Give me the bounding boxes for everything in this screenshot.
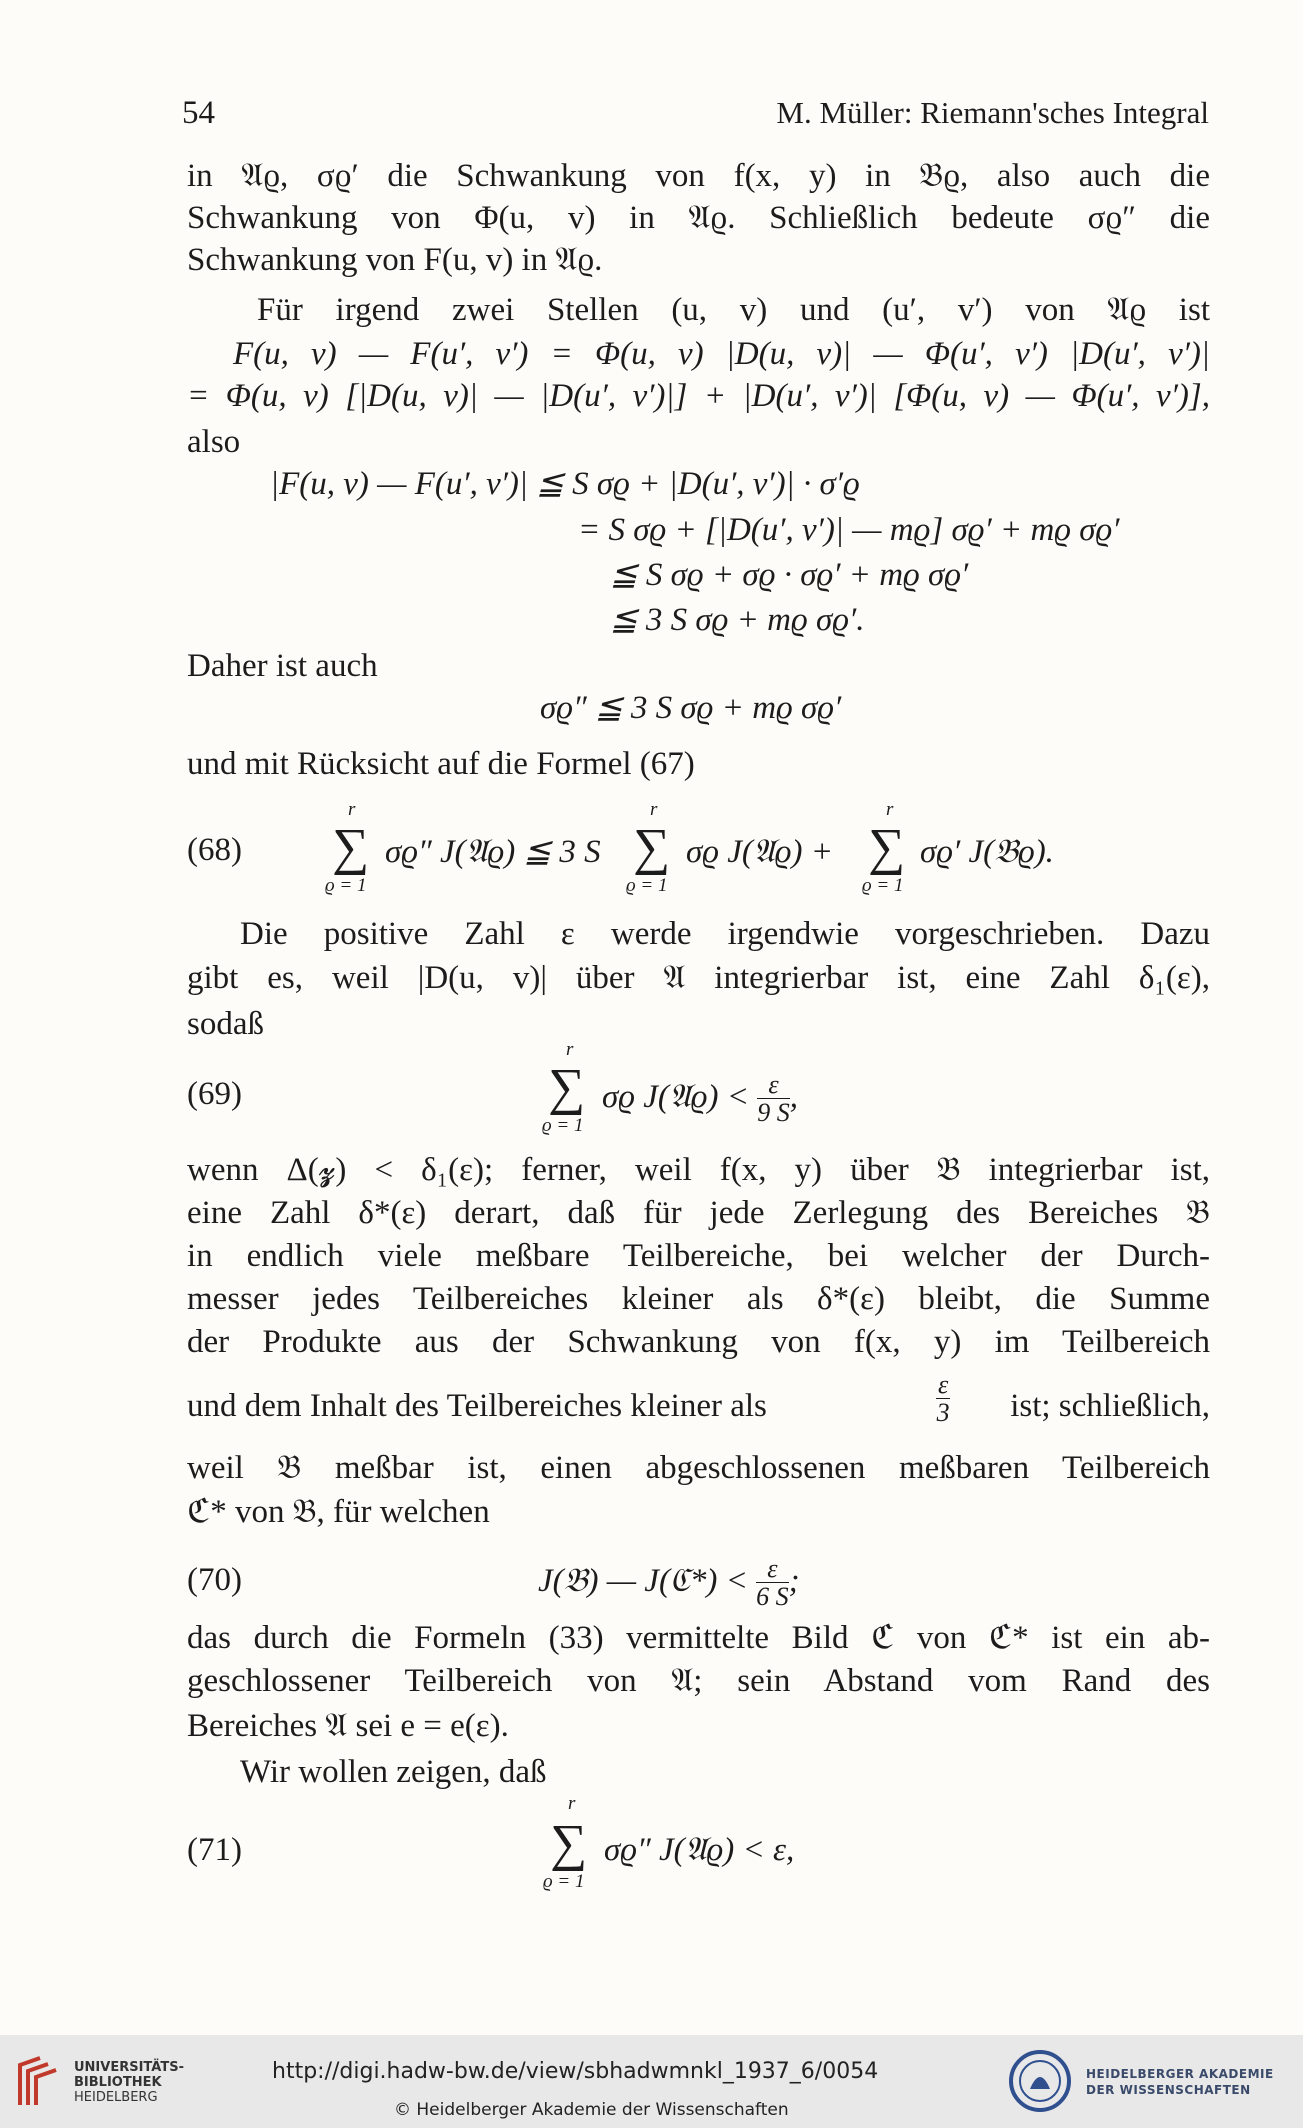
equation-line: |F(u, v) — F(u′, v′)| ≦ S σϱ + |D(u′, v′)| · σ′ϱ	[270, 466, 860, 502]
text-line: Daher ist auch	[187, 648, 378, 684]
equation-part: σϱ′ J(𝔅ϱ).	[920, 834, 1054, 870]
text-line: wenn Δ(𝔃) < δ₁(ε); ferner, weil f(x, y) über 𝔅 integrierbar ist,	[187, 1152, 1210, 1188]
sum-lower-limit: ϱ = 1	[626, 875, 668, 896]
equation-lhs: σϱ J(𝔄ϱ) <	[602, 1079, 750, 1116]
page-number: 54	[182, 95, 215, 131]
sum-symbol: ∑	[550, 1815, 588, 1872]
sum-lower-limit: ϱ = 1	[542, 1115, 584, 1136]
text-line: Bereiches 𝔄 sei e = e(ε).	[187, 1708, 509, 1744]
equation-part: σϱ″ J(𝔄ϱ) < ε,	[604, 1832, 795, 1868]
text-line: geschlossener Teilbereich von 𝔄; sein Abstand vom Rand des	[187, 1663, 1210, 1699]
sum-lower-limit: ϱ = 1	[862, 875, 904, 896]
document-url-link[interactable]: http://digi.hadw-bw.de/view/sbhadwmnkl_1937_6/0054	[272, 2059, 879, 2084]
sum-lower-limit: ϱ = 1	[543, 1871, 585, 1892]
sum-upper-limit: r	[348, 799, 356, 820]
equation-tail: ,	[789, 1079, 799, 1116]
copyright-text: © Heidelberger Akademie der Wissenschaften	[394, 2100, 789, 2120]
text-line: in endlich viele meßbare Teilbereiche, bei welcher der Durch-	[187, 1238, 1210, 1274]
numerator: ε	[757, 1072, 790, 1099]
equation-line: ≦ S σϱ + σϱ · σϱ′ + mϱ σϱ′	[610, 557, 969, 593]
denominator: 6 S	[756, 1582, 789, 1611]
footer-bar	[0, 2035, 1303, 2128]
equation-68	[187, 830, 242, 870]
sum-symbol: ∑	[868, 819, 906, 876]
sum-upper-limit: r	[650, 799, 658, 820]
text-line: ist; schließlich,	[1010, 1388, 1210, 1424]
equation-line: ≦ 3 S σϱ + mϱ σϱ′.	[610, 602, 865, 638]
text-line: Schwankung von F(u, v) in 𝔄ϱ.	[187, 242, 603, 278]
text-line: und mit Rücksicht auf die Formel (67)	[187, 746, 695, 782]
fraction	[756, 1556, 789, 1611]
text-line: weil 𝔅 meßbar ist, einen abgeschlossenen meßbaren Teilbereich	[187, 1450, 1210, 1486]
text-line: Für irgend zwei Stellen (u, v) und (u′, v′) von 𝔄ϱ ist	[257, 292, 1210, 328]
university-library-logo-icon	[14, 2055, 64, 2109]
library-logo-line: HEIDELBERG	[74, 2090, 158, 2105]
text-line: messer jedes Teilbereiches kleiner als δ*(ε) bleibt, die Summe	[187, 1281, 1210, 1317]
text-line: also	[187, 424, 241, 460]
library-logo-line: BIBLIOTHEK	[74, 2075, 162, 2090]
equation-line: = S σϱ + [|D(u′, v′)| — mϱ] σϱ′ + mϱ σϱ′	[578, 512, 1120, 548]
sum-lower-limit: ϱ = 1	[325, 875, 367, 896]
denominator: 3	[936, 1398, 950, 1427]
equation-label: (68)	[187, 832, 242, 868]
fraction	[757, 1072, 790, 1127]
numerator: ε	[756, 1556, 789, 1583]
equation-part	[602, 1072, 798, 1127]
numerator: ε	[938, 1370, 949, 1399]
text-line: und dem Inhalt des Teilbereiches kleiner als	[187, 1388, 767, 1424]
equation-line: F(u, v) — F(u′, v′) = Φ(u, v) |D(u, v)| — Φ(u′, v′) |D(u′, v′)|	[233, 336, 1210, 372]
equation-71	[187, 1830, 242, 1870]
equation-part: σϱ J(𝔄ϱ) +	[686, 834, 834, 870]
equation-label: (70)	[187, 1562, 242, 1598]
text-line: der Produkte aus der Schwankung von f(x, y) im Teilbereich	[187, 1324, 1210, 1360]
sum-upper-limit: r	[886, 799, 894, 820]
text-line: das durch die Formeln (33) vermittelte Bild ℭ von ℭ* ist ein ab-	[187, 1620, 1210, 1656]
text-line: in 𝔄ϱ, σϱ′ die Schwankung von f(x, y) in 𝔅ϱ, also auch die	[187, 158, 1210, 194]
sum-symbol: ∑	[548, 1059, 586, 1116]
sum-upper-limit: r	[568, 1793, 576, 1814]
equation-line: = Φ(u, v) [|D(u, v)| — |D(u′, v′)|] + |D(u′, v′)| [Φ(u, v) — Φ(u′, v′)],	[187, 378, 1210, 414]
equation-line: σϱ″ ≦ 3 S σϱ + mϱ σϱ′	[540, 690, 842, 726]
text-line: gibt es, weil |D(u, v)| über 𝔄 integrierbar ist, eine Zahl δ₁(ε),	[187, 960, 1210, 996]
academy-seal-icon	[1008, 2049, 1072, 2113]
equation-69	[187, 1074, 242, 1114]
equation-label: (69)	[187, 1076, 242, 1112]
text-line: eine Zahl δ*(ε) derart, daß für jede Zerlegung des Bereiches 𝔅	[187, 1195, 1210, 1231]
text-line: sodaß	[187, 1006, 264, 1042]
text-line: ℭ* von 𝔅, für welchen	[187, 1494, 490, 1530]
academy-logo-line: HEIDELBERGER AKADEMIE	[1086, 2067, 1274, 2081]
running-title: M. Müller: Riemann'sches Integral	[776, 95, 1209, 130]
sum-symbol: ∑	[633, 819, 671, 876]
equation-70	[187, 1560, 242, 1600]
equation-tail: ;	[788, 1563, 800, 1600]
sum-upper-limit: r	[566, 1039, 574, 1060]
equation-part: σϱ″ J(𝔄ϱ) ≦ 3 S	[385, 834, 601, 870]
inline-fraction	[936, 1372, 950, 1427]
text-line: Die positive Zahl ε werde irgendwie vorgeschrieben. Dazu	[240, 916, 1210, 952]
equation-label: (71)	[187, 1832, 242, 1868]
denominator: 9 S	[757, 1098, 790, 1127]
academy-logo-line: DER WISSENSCHAFTEN	[1086, 2083, 1251, 2097]
fraction	[936, 1372, 950, 1427]
sum-symbol: ∑	[332, 819, 370, 876]
text-line: Schwankung von Φ(u, v) in 𝔄ϱ. Schließlich bedeute σϱ″ die	[187, 200, 1210, 236]
equation-lhs: J(𝔅) — J(ℭ*) <	[538, 1563, 748, 1600]
equation-part	[538, 1556, 800, 1611]
library-logo-line: UNIVERSITÄTS-	[74, 2060, 184, 2075]
text-line: Wir wollen zeigen, daß	[240, 1754, 547, 1790]
